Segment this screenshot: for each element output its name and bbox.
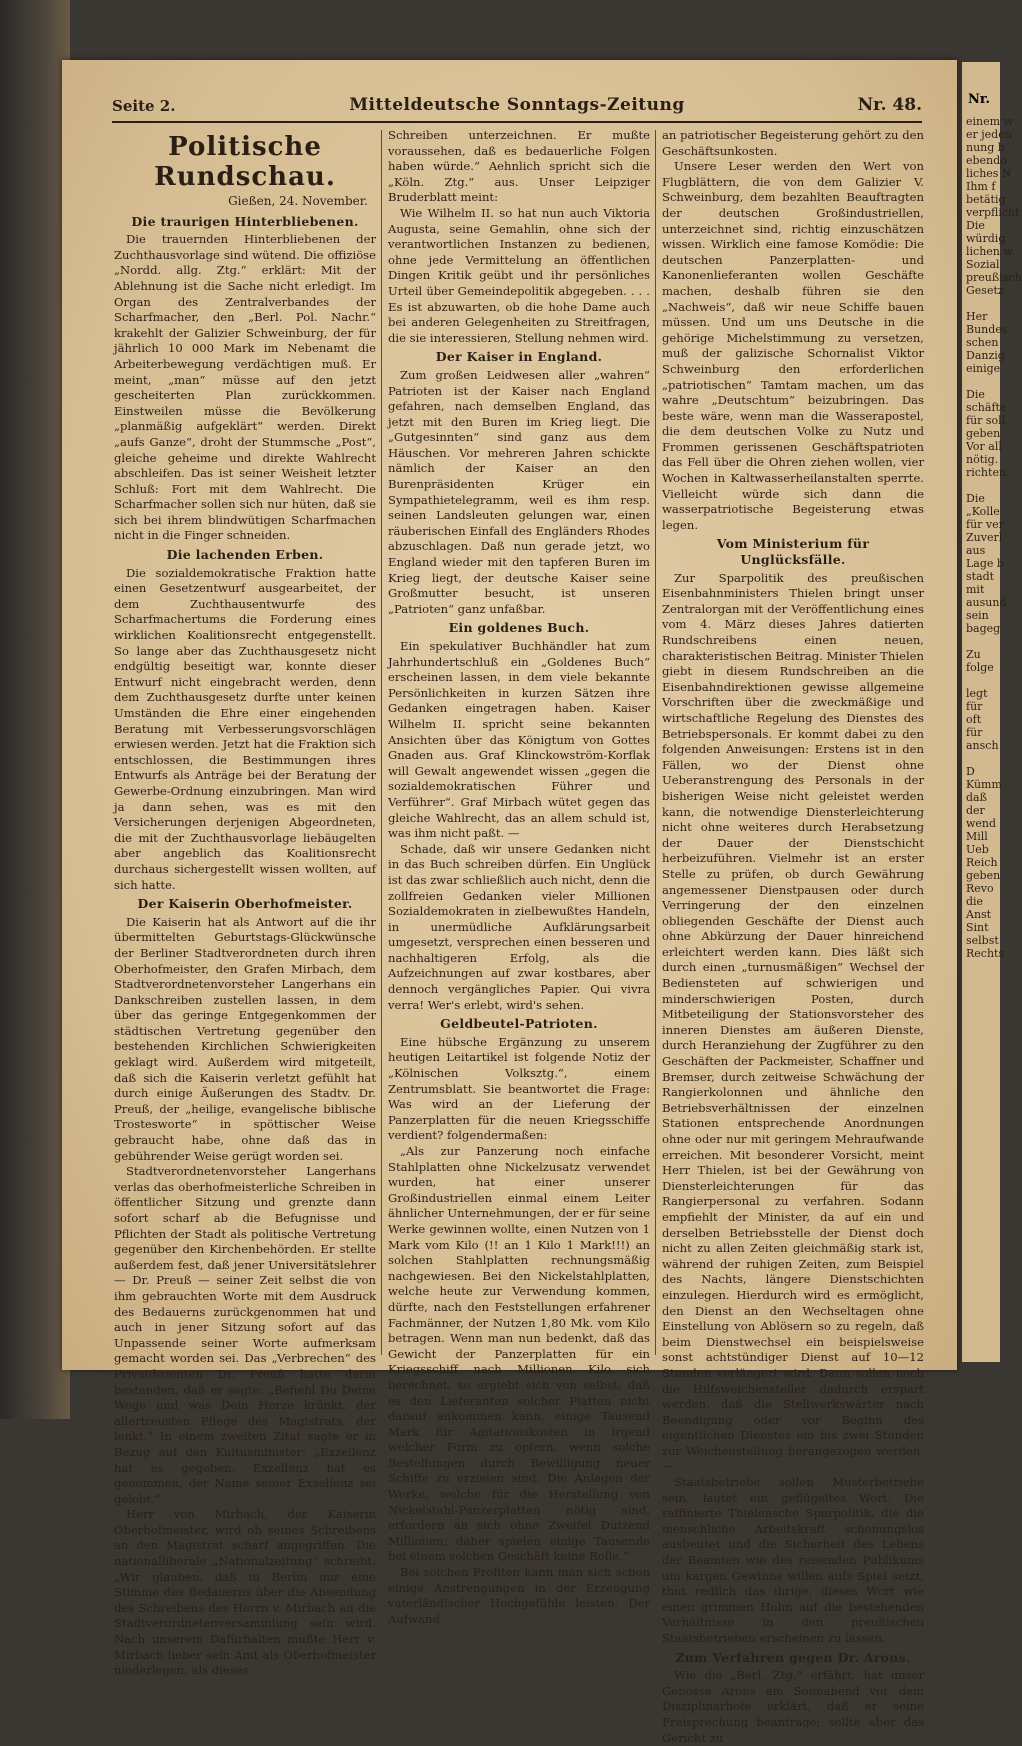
article-heading: Der Kaiser in England. [435, 349, 603, 365]
adjacent-page-line: geben [966, 869, 1001, 882]
adjacent-page-line [962, 674, 1000, 687]
adjacent-page-line: würdig [966, 232, 1006, 245]
newspaper-title: Mitteldeutsche Sonntags-Zeitung [349, 95, 685, 115]
adjacent-page-line: für ver [966, 518, 1004, 531]
article-paragraph: Unsere Leser werden den Wert von Flugblättern, die von dem Galizier V. Schweinburg, dem bezahlten Beauftragten der deutschen Großindustriellen, unterzeichnet sind, richtig einzuschätzen wissen. Wirklich eine famose Komödie: Die deutschen Panzerplatten- und Kanonenlieferanten wollen Geschäfte machen, deshalb führen sie den „Nachweis“, daß wir neue Schiffe bauen müssen. Und um uns Deutsche in die gehörige Michelstimmung zu versetzen, muß der galizische Schornalist Viktor Schweinburg den erforderlichen „patriotischen“ Tamtam machen, um das wahre „Deutschtum“ beizubringen. Das beste wäre, wenn man die Wasserapostel, die dem deutschen Volke zu Nutz und Frommen gerissenen Geschäftspatrioten das Fell über die Ohren ziehen wollen, vier Wochen in Kaltwasserheilanstalten sperrte. Vielleicht würde sich dann die wasserpatriotische Begeisterung etwas legen. [662, 159, 924, 532]
adjacent-page-line: Die [966, 388, 985, 401]
column-rule [381, 130, 382, 1355]
issue-number: Nr. 48. [857, 95, 922, 115]
adjacent-page-line [962, 635, 1000, 648]
adjacent-page-line: preußisch [966, 271, 1022, 284]
article-heading: Geldbeutel-Patrioten. [440, 1016, 598, 1032]
adjacent-page-line: Sozial [966, 258, 1000, 271]
article-heading: Die lachenden Erben. [166, 547, 324, 563]
adjacent-page-line: Lage b [966, 557, 1004, 570]
adjacent-page-line: bageg [966, 622, 1001, 635]
adjacent-page-line: sein [966, 609, 989, 622]
article-paragraph: Wie die „Berl. Ztg.“ erfährt, hat unser Genosse Arons am Sonnabend vor dem Disziplinarhofe erklärt, daß er seine Freisprechung beantrage; sollte aber das Gericht zu [662, 1668, 924, 1745]
adjacent-page-line: „Kolle [966, 505, 1000, 518]
adjacent-page-line: Die [966, 492, 985, 505]
adjacent-page-line: ebendo [966, 154, 1007, 167]
article-paragraph: Zum großen Leidwesen aller „wahren“ Patrioten ist der Kaiser nach England gefahren, nach demselben England, das jetzt mit den Buren im Krieg liegt. Die „Gutgesinnten“ sind ganz aus dem Häuschen. Vor mehreren Jahren schickte nämlich der Kaiser an den Burenpräsidenten Krüger ein Sympathietelegramm, weil es ihm resp. seinen Landsleuten gelungen war, einen räuberischen Einfall des Engländers Rhodes abzuschlagen. Daß nun gerade jetzt, wo England wieder mit den tapferen Buren im Krieg liegt, der deutsche Kaiser seine Großmutter besucht, ist unseren „Patrioten“ ganz unfaßbar. [388, 367, 650, 616]
adjacent-page-line: verpflicht [966, 206, 1020, 219]
adjacent-page-line: lichen w [966, 245, 1013, 258]
adjacent-page-line: einem w [966, 115, 1013, 128]
article-paragraph: Bei solchen Profiten kann man sich schon einige Anstrengungen in der Erzeugung vaterländischer Hochgefühle leisten. Der Aufwand [388, 1565, 650, 1626]
article-paragraph: Die Kaiserin hat als Antwort auf die ihr übermittelten Geburtstags-Glückwünsche der Berliner Stadtverordneten durch ihren Oberhofmeister, den Grafen Mirbach, dem Stadtverordnetenvorsteher Langerhans ein Dankschreiben zustellen lassen, in dem über das geringe Entgegenkommen der städtischen Vertretung gegenüber den bestehenden Kirchlichen Schwierigkeiten geklagt wird. Außerdem wird mitgeteilt, daß sich die Kaiserin verletzt gefühlt hat durch einige Äußerungen des Stadtv. Dr. Preuß, der „heilige, evangelische biblische Trostesworte“ in spöttischer Weise gebraucht habe, ohne daß das in gebührender Weise gerügt worden sei. [114, 914, 376, 1163]
adjacent-page-edge [962, 62, 1022, 1362]
article-paragraph: Die trauernden Hinterbliebenen der Zuchthausvorlage sind wütend. Die offiziöse „Nordd. allg. Ztg.“ erklärt: Mit der Ablehnung ist die Sache nicht erledigt. Im Organ des Zentralverbandes der Scharfmacher, den „Berl. Pol. Nachr.“ krakehlt der Galizier Schweinburg, der für jährlich 10 000 Mark im Nebenamt die Arbeiterbewegung verdächtigen muß. Er meint, „man“ müsse auf den jetzt gescheiterten Plan zurückkommen. Einstweilen müsse die Bevölkerung „planmäßig aufgeklärt“ werden. Direkt „aufs Ganze“, droht der Stummsche „Post“, gleiche geheime und direkte Wahlrecht abschleifen. Das ist seiner Weisheit letzter Schluß: Fort mit dem Wahlrecht. Die Scharfmacher sollen sich nur hüten, daß sie sich bei ihrem blindwütigen Scharfmachen nicht in die Finger schneiden. [114, 232, 376, 543]
adjacent-page-line: wend [966, 817, 997, 830]
adjacent-page-line: Ihm f [966, 180, 996, 193]
article-heading: Zum Verfahren gegen Dr. Arons. [675, 1649, 911, 1665]
adjacent-page-line [962, 479, 1000, 492]
adjacent-page-line: D [966, 765, 975, 778]
column-3 [662, 128, 924, 1745]
adjacent-page-line: der [966, 804, 985, 817]
adjacent-page-line [962, 375, 1000, 388]
adjacent-page-line: Mill [966, 830, 988, 843]
adjacent-page-header: Nr. [968, 92, 991, 107]
article-paragraph: Zur Sparpolitik des preußischen Eisenbahnministers Thielen bringt unser Zentralorgan mit der Veröffentlichung eines vom 4. März dieses Jahres datierten Rundschreibens einen neuen, charakteristischen Beitrag. Minister Thielen giebt in diesem Rundschreiben an die Eisenbahndirektionen gewisse allgemeine Vorschriften über die zweckmäßige und wirtschaftliche Regelung des Dienstes des Betriebspersonals. Er kommt dabei zu den folgenden Anweisungen: Erstens ist in den Fällen, wo der Dienst ohne Ueberanstrengung des Personals in der bisherigen Weise nicht geleistet werden kann, die notwendige Diensterleichterung nicht ohne weiteres durch Herabsetzung der Dauer der Dienstschicht herbeizuführen. Vielmehr ist an erster Stelle zu prüfen, ob durch Gewährung angemessener Dienstpausen oder durch Verringerung der den einzelnen obliegenden Geschäfte der Dienst auch ohne Abkürzung der Dauer hinreichend erleichtert werden kann. Dies läßt sich durch einen „turnusmäßigen“ Wechsel der Bediensteten auf schwierigen und minderschwierigen Posten, durch Mitbeteiligung der Stationsvorsteher des inneren Dienstes am äußeren Dienste, durch Heranziehung der Zugführer zu den Geschäften der Packmeister, Schaffner und Bremser, durch zeitweise Schwächung der Rangierkolonnen und ähnliche den Betriebsverhältnissen der einzelnen Stationen entsprechende Anordnungen ohne oder nur mit geringem Mehraufwande erreichen. Mit besonderer Vorsicht, meint Herr Thielen, ist bei der Gewährung von Diensterleichterungen für das Rangierpersonal zu verfahren. Sodann empfiehlt der Minister, da auf ein und derselben Betriebsstelle der Dienst doch nicht zu allen Zeiten gleichmäßig stark ist, während der ruhigen Zeiten, zum Beispiel des Nachts, längere Dienstschichten einzulegen. Hierdurch wird es ermöglicht, den Dienst an den Wechseltagen ohne Einstellung von Ablösern so zu regeln, daß beim Dienstwechsel ein beispielsweise sonst achtstündiger Dienst auf 10—12 Stunden verlängert wird. Dann sollen noch die Hilfsweichensteller dadurch erspart werden, daß die Stellwerkswärter nach Beendigung oder vor Beginn des eigentlichen Dienstes ein bis zwei Stunden zur Weichenstellung herangezogen werden. — [662, 570, 924, 1474]
adjacent-page-line: für soll [966, 414, 1006, 427]
adjacent-page-line: Sint [966, 921, 989, 934]
adjacent-page-line: Danzig [966, 349, 1005, 362]
newspaper-page [62, 60, 957, 1745]
adjacent-page-line: nötig. [966, 453, 999, 466]
article-paragraph: Wie Wilhelm II. so hat nun auch Viktoria Augusta, seine Gemahlin, ohne sich der verantwortlichen Instanzen zu bedienen, ohne jede Vermittelung an öffentlichen Dingen Kritik geübt und ihr persönliches Urteil über Gemeindepolitik abgegeben. . . . Es ist abzuwarten, ob die hohe Dame auch bei anderen Gelegenheiten zu Streitfragen, die sie interessieren, Stellung nehmen wird. [388, 205, 650, 345]
column-2-body [388, 128, 650, 1627]
article-paragraph: Die sozialdemokratische Fraktion hatte einen Gesetzentwurf ausgearbeitet, der dem Zuchthausentwurfe des Scharfmachertums die Forderung eines wirklichen Koalitionsrecht entgegenstellt. So lange aber das Zuchthausgesetz nicht endgültig beseitigt war, konnte dieser Entwurf nicht eingebracht werden, denn dem Zuchthausgesetz durfte unter keinen Umständen die Ehre einer eingehenden Beratung mit Verbesserungsvorschlägen erwiesen werden. Jetzt hat die Fraktion sich entschlossen, die Bestimmungen ihres Entwurfs als Anträge bei der Beratung der Gewerbe-Ordnung einzubringen. Man wird ja dann sehen, was es mit den Versicherungen derjenigen Abgeordneten, die mit der Zuchthausvorlage liebäugelten aber angeblich das Koalitionsrecht durchaus sichergestellt wissen wollten, auf sich hatte. [114, 565, 376, 892]
adjacent-page-line: Zu [966, 648, 981, 661]
adjacent-page-line [962, 297, 1000, 310]
adjacent-page-line: folge [966, 661, 994, 674]
adjacent-page-line: schäfte [966, 401, 1007, 414]
adjacent-page-line: stadt [966, 570, 995, 583]
section-title: Politische Rundschau. [154, 132, 336, 192]
adjacent-page-line: Ueb [966, 843, 989, 856]
adjacent-page-line: Zuverl [966, 531, 1003, 544]
adjacent-page-line: liches N [966, 167, 1012, 180]
adjacent-page-line: schen [966, 336, 999, 349]
book-binding-edge [0, 0, 70, 1419]
article-heading: Vom Ministerium für Unglücksfälle. [716, 536, 870, 568]
adjacent-page-line: selbst [966, 934, 999, 947]
article-paragraph: Stadtverordnetenvorsteher Langerhans verlas das oberhofmeisterliche Schreiben in öffentlicher Sitzung und grenzte dann sofort scharf ab die Befugnisse und Pflichten der Stadt als politische Vertretung gegenüber den Kirchenbehörden. Er stellte außerdem fest, daß jener Universitätslehrer — Dr. Preuß — seiner Zeit selbst die von ihm gebrauchten Worte mit dem Ausdruck des Bedauerns zurückgenommen hat und auch in jener Sitzung sofort auf das Unpassende seiner Worte aufmerksam gemacht worden sei. Das „Verbrechen“ des Privatdozenten Dr. Preuß hatte darin bestanden, daß er sagte: „Befiehl Du Deine Wege und was Dein Herze kränkt, der allertreusten Pflege des Magistrats, der lenkt.“ In einem zweiten Zitat sagte er in Bezug auf den Kultusminister: „Exzellenz hat es gegeben, Exzellenz hat es genommen, der Name seiner Exzellenz sei gelobt.“ [114, 1164, 376, 1506]
adjacent-page-line: Reich [966, 856, 998, 869]
adjacent-page-line: richten. [966, 466, 1010, 479]
adjacent-page-text [962, 115, 1022, 960]
adjacent-page-line: mit [966, 583, 985, 596]
adjacent-page-line: für [966, 700, 983, 713]
adjacent-page-line: Rechts [966, 947, 1005, 960]
article-paragraph: Eine hübsche Ergänzung zu unserem heutigen Leitartikel ist folgende Notiz der „Kölnischen Volksztg.“, einem Zentrumsblatt. Sie beantwortet die Frage: Was wird an der Lieferung der Panzerplatten für die neuen Kriegsschiffe verdient? folgendermaßen: [388, 1034, 650, 1143]
adjacent-page-line: oft [966, 713, 982, 726]
dateline: Gießen, 24. November. [228, 194, 368, 208]
article-paragraph: an patriotischer Begeisterung gehört zu den Geschäftsunkosten. [662, 128, 924, 158]
adjacent-page-line: Die [966, 219, 985, 232]
adjacent-page-line: die [966, 895, 984, 908]
adjacent-page-line: daß [966, 791, 987, 804]
column-1-body [114, 214, 376, 1679]
article-paragraph: Herr von Mirbach, der Kaiserin Oberhofmeister, wird ob seines Schreibens an den Magistrat scharf angegriffen. Die nationalliberale „Nationalzeitung“ schreibt: „Wir glauben, daß in Berlin nur eine Stimme des Bedauerns über die Absendung des Schreibens des Herrn v. Mirbach an die Stadtverordnetenversammlung sein wird. Nach unserem Dafürhalten mußte Herr v. Mirbach lieber sein Amt als Oberhofmeister niederlegen, als dieses [114, 1507, 376, 1678]
page-number: Seite 2. [112, 97, 176, 115]
article-paragraph: Schade, daß wir unsere Gedanken nicht in das Buch schreiben dürfen. Ein Unglück ist das zwar schließlich auch nicht, denn die zollfreien Gedanken vieler Millionen Sozialdemokraten in zielbewußtes Handeln, in unermüdliche Aufklärungsarbeit umgesetzt, versprechen einen besseren und nachhaltigeren Erfolg, als die Aufzeichnungen auf zwar kostbares, aber dennoch vergängliches Papier. Qui vivra verra! Wer's erlebt, wird's sehen. [388, 841, 650, 1012]
article-paragraph: Schreiben unterzeichnen. Er mußte voraussehen, daß es bedauerliche Folgen haben würde.“ Aehnlich spricht sich die „Köln. Ztg.“ aus. Unser Leipziger Bruderblatt meint: [388, 128, 650, 205]
adjacent-page-line: ausund [966, 596, 1007, 609]
article-paragraph: „Als zur Panzerung noch einfache Stahlplatten ohne Nickelzusatz verwendet wurden, hat einer unserer Großindustriellen einmal einem Leiter ähnlicher Unternehmungen, der er für seine Werke gewinnen wollte, einen Nutzen von 1 Mark vom Kilo (!! an 1 Kilo 1 Mark!!!) an solchen Stahlplatten rechnungsmäßig nachgewiesen. Bei den Nickelstahlplatten, welche heute zur Verwendung kommen, dürfte, nach den Feststellungen erfahrener Fachmänner, der Nutzen 1,80 Mk. vom Kilo betragen. Wenn man nun bedenkt, daß das Gewicht der Panzerplatten für ein Kriegsschiff nach Millionen Kilo sich berechnet, so ergiebt sich von selbst, daß es den Lieferanten solcher Platten nicht darauf ankommen kann, einige Tausend Mark für Agitationskosten in irgend welcher Form zu opfern, wenn solche Bestellungen durch Bewilligung neuer Schiffe zu erzielen sind. Die Anlagen der Werke, welche für die Herstellung von Nickelstahl-Panzerplatten nötig sind, erfordern an sich ohne Zweifel Dutzend Millionen; daher spielen einige Tausende bei einem solchen Geschäft keine Rolle.“ [388, 1144, 650, 1564]
article-heading: Der Kaiserin Oberhofmeister. [137, 896, 353, 912]
adjacent-page-line: legt [966, 687, 988, 700]
adjacent-page-line: er jeden [966, 128, 1012, 141]
adjacent-page-line: betätig [966, 193, 1006, 206]
page-header [112, 95, 922, 123]
column-3-body [662, 128, 924, 1746]
article-paragraph: Staatsbetriebe sollen Musterbetriebe sein, lautet ein geflügeltes Wort. Die raffinierte Thielensche Sparpolitik, die die menschliche Arbeitskraft schonungslos ausbeutet und die Sicherheit des Lebens der Beamten wie des reisenden Publikums um kargen Gewinns willen aufs Spiel setzt, thut redlich das ihrige, dieses Wort wie einen grimmen Hohn auf die bestehenden Verhältnisse in den preußischen Staatsbetrieben erscheinen zu lassen. [662, 1475, 924, 1645]
adjacent-page-line: Her [966, 310, 988, 323]
adjacent-page-line: geben [966, 427, 1001, 440]
column-rule [655, 130, 656, 1355]
adjacent-page-line: Bundes [966, 323, 1008, 336]
adjacent-page-line: Anst [966, 908, 992, 921]
adjacent-page-line: ansch [966, 739, 999, 752]
adjacent-page-line: für [966, 726, 983, 739]
adjacent-page-line: nung h [966, 141, 1005, 154]
article-heading: Die traurigen Hinterbliebenen. [131, 213, 359, 229]
adjacent-page-line: Vor all [966, 440, 1002, 453]
adjacent-page-line: Kümm [966, 778, 1002, 791]
adjacent-page-line: aus [966, 544, 986, 557]
adjacent-page-line: einige [966, 362, 1001, 375]
article-heading: Ein goldenes Buch. [448, 620, 590, 636]
article-paragraph: Ein spekulativer Buchhändler hat zum Jahrhundertschluß ein „Goldenes Buch“ erscheinen lassen, in dem viele bekannte Persönlichkeiten in kurzen Sätzen ihre Gedanken eingetragen haben. Kaiser Wilhelm II. spricht seine bekannten Ansichten über das Königtum von Gottes Gnaden aus. Graf Klinckowström-Korflak will Gewalt angewendet wissen „gegen die sozialdemokratischen Führer und Verführer“. Graf Mirbach wütet gegen das gleiche Wahlrecht, das an allem schuld ist, was ihm nicht paßt. — [388, 639, 650, 841]
adjacent-page-line: Gesetz [966, 284, 1004, 297]
column-1 [114, 128, 376, 1678]
adjacent-page-line [962, 752, 1000, 765]
adjacent-page-line: Revo [966, 882, 994, 895]
column-2 [388, 128, 650, 1626]
